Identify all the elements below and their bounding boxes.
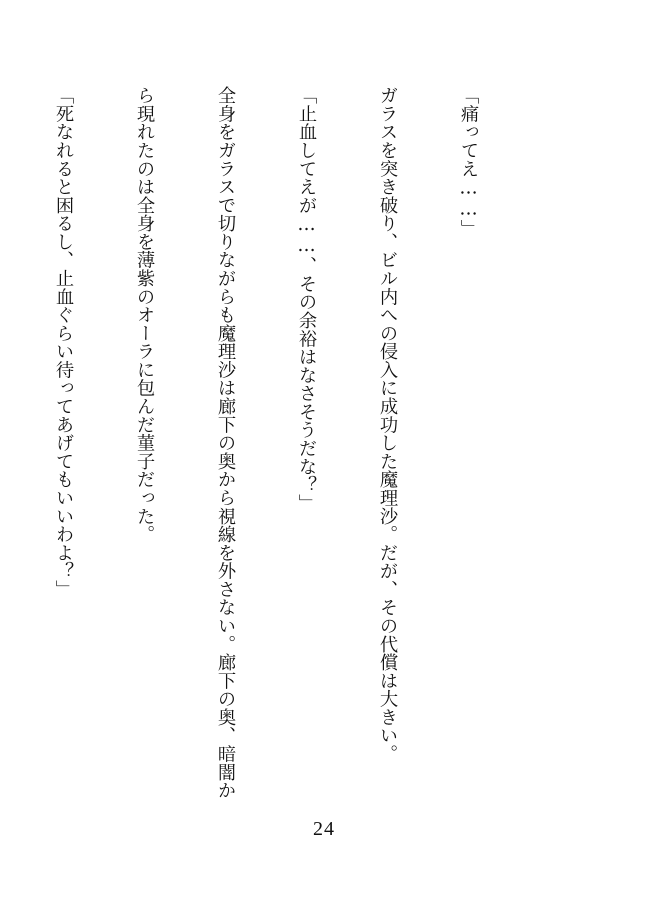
vertical-text-body — [53, 86, 536, 806]
text-line: ら現れたのは全身を薄紫のオーラに包んだ菫子だった。 — [134, 86, 155, 544]
text-line: 「止血してえが……、その余裕はなさそうだな？」 — [296, 86, 317, 513]
page-number: 24 — [313, 818, 335, 840]
text-line: 「痛ってえ……」 — [458, 86, 479, 238]
text-line: ガラスを突き破り、ビル内への侵入に成功した魔理沙。だが、その代償は大きい。 — [377, 86, 398, 763]
text-line: 全身をガラスで切りながらも魔理沙は廊下の奥から視線を外さない。廊下の奥、暗闇か — [215, 86, 236, 800]
text-line: 「死なれると困るし、止血ぐらい待ってあげてもいいわよ？」 — [53, 86, 74, 599]
